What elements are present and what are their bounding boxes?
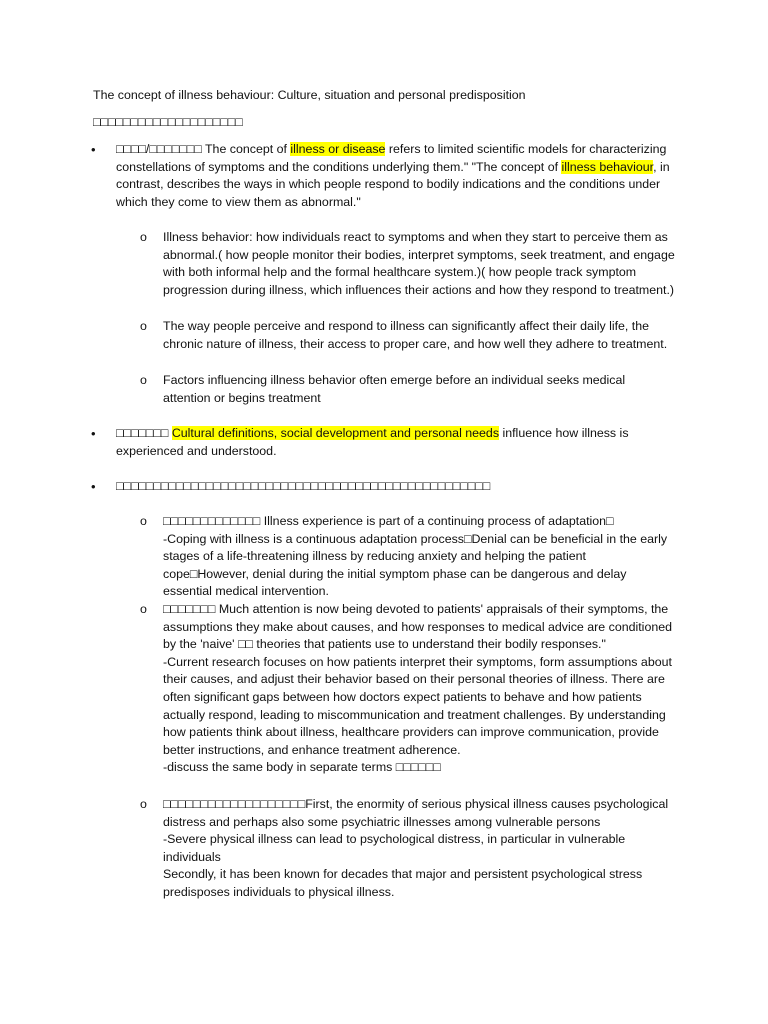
- sub-bullet-line: -Severe physical illness can lead to psychological distress, in particular in vulnerable individuals: [163, 832, 626, 864]
- bullet-marker: •: [91, 142, 96, 157]
- cjk-subheading: □□□□□□□□□□□□□□□□□□□□: [93, 115, 243, 129]
- bullet-paragraph-cultural-definitions: [116, 425, 676, 460]
- sub-bullet-marker: o: [140, 602, 147, 616]
- sub-bullet-marker: o: [140, 373, 147, 387]
- sub-bullet-marker: o: [140, 230, 147, 244]
- highlighted-term-illness-or-disease: illness or disease: [290, 142, 386, 156]
- sub-bullet-marker: o: [140, 797, 147, 811]
- bullet-marker: •: [91, 479, 96, 494]
- text-segment: □□□□□□□: [116, 426, 172, 440]
- sub-bullet-influencing-factors: Factors influencing illness behavior often emerge before an individual seeks medical attention or begins treatment: [163, 373, 626, 405]
- text-segment: □□□□/□□□□□□□ The concept of: [116, 142, 291, 156]
- document-title: The concept of illness behaviour: Culture, situation and personal predisposition: [93, 88, 526, 102]
- sub-bullet-line: Secondly, it has been known for decades that major and persistent psychological stress predisposes individuals to physical illness.: [163, 867, 643, 899]
- sub-bullet-adaptation: [163, 513, 675, 601]
- sub-bullet-marker: o: [140, 514, 147, 528]
- sub-bullet-line: □□□□□□□ Much attention is now being devoted to patients' appraisals of their symptoms, the assumptions they make about causes, and how responses to medical advice are conditioned by the 'naive' □□ theories that patients use to understand their bodily responses.": [163, 602, 673, 652]
- highlighted-term-illness-behaviour: illness behaviour: [561, 159, 654, 174]
- sub-bullet-line: -Current research focuses on how patients interpret their symptoms, form assumptions about their causes, and adjust their behavior based on their personal theories of illness. There are often significant gaps between how doctors expect patients to behave and how patients actually respond, leading to miscommunication and treatment challenges. By understanding how patients think about illness, healthcare providers can improve communication, provide better instructions, and enhance treatment adherence.: [163, 654, 672, 757]
- text-segment: influence how illness is experienced and understood.: [116, 426, 629, 458]
- highlighted-phrase-cultural-definitions: Cultural definitions, social development and personal needs: [171, 426, 500, 440]
- sub-bullet-psychological-distress: [163, 796, 675, 902]
- bullet-marker: •: [91, 426, 96, 441]
- bullet-paragraph-cjk: □□□□□□□□□□□□□□□□□□□□□□□□□□□□□□□□□□□□□□□□□□□□□□□□□□: [116, 479, 491, 493]
- sub-bullet-line: □□□□□□□□□□□□□ Illness experience is part of a continuing process of adaptation□: [163, 514, 614, 528]
- text-segment: , in contrast, describes the ways in which people respond to bodily indications and the conditions under which they come to view them as abnormal.": [116, 159, 670, 209]
- sub-bullet-perception-response: The way people perceive and respond to illness can significantly affect their daily life, the chronic nature of illness, their access to proper care, and how well they adhere to treatment.: [163, 319, 668, 351]
- sub-bullet-line: -discuss the same body in separate terms □□□□□□: [163, 760, 441, 775]
- sub-bullet-illness-behavior: Illness behavior: how individuals react to symptoms and when they start to perceive them as abnormal.( how people monitor their bodies, interpret symptoms, seek treatment, and engage with both informal help and the formal healthcare system.)( how people track symptom progression during illness, which influences their actions and how they respond to treatment.): [163, 230, 675, 297]
- sub-bullet-line: -Coping with illness is a continuous adaptation process□Denial can be beneficial in the early stages of a life-threatening illness by reducing anxiety and helping the patient cope□However, denial during the initial symptom phase can be dangerous and delay essential medical intervention.: [163, 531, 668, 599]
- text-segment: refers to limited scientific models for characterizing constellations of symptoms and the conditions underlying them." "The concept of: [116, 142, 667, 174]
- sub-bullet-line: □□□□□□□□□□□□□□□□□□□First, the enormity of serious physical illness causes psychological distress and perhaps also some psychiatric illnesses among vulnerable persons: [163, 797, 669, 829]
- sub-bullet-marker: o: [140, 319, 147, 333]
- sub-bullet-patient-appraisals: [163, 601, 675, 777]
- bullet-paragraph-illness-concept: [116, 141, 676, 211]
